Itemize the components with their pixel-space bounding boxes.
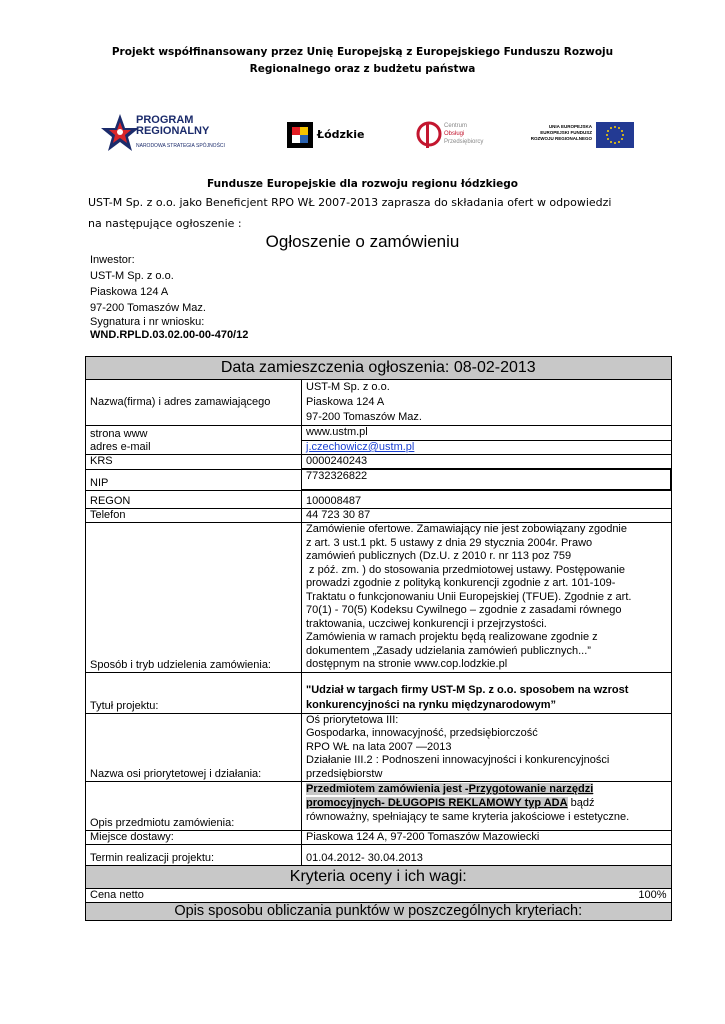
investor-name: UST-M Sp. z o.o.	[90, 270, 174, 282]
contact-value	[302, 426, 672, 455]
mode-label: Sposób i tryb udzielenia zamówienia:	[86, 523, 302, 673]
phone-row	[86, 509, 672, 523]
subject-value	[302, 782, 672, 831]
date-header: Data zamieszczenia ogłoszenia: 08-02-2013	[86, 357, 672, 380]
name-value	[302, 380, 672, 426]
mode-line: Zamówienia w ramach projektu będą realizowane zgodnie z	[306, 631, 598, 643]
mode-line: Zamówienie ofertowe. Zamawiający nie jest zobowiązany zgodnie	[306, 523, 627, 535]
investor-label: Inwestor:	[90, 254, 135, 266]
axis-line: Działanie III.2 : Podnoszeni innowacyjności i konkurencyjności	[306, 754, 610, 766]
project-line-2: konkurencyjności na rynku międzynarodowym”	[306, 698, 557, 711]
signature-value: WND.RPLD.03.02.00-00-470/12	[90, 329, 249, 341]
krs-row	[86, 455, 672, 470]
price-row	[86, 889, 672, 903]
www-label: strona www	[90, 428, 148, 440]
axis-line: przedsiębiorstw	[306, 767, 383, 780]
axis-line: RPO WŁ na lata 2007 —2013	[306, 740, 452, 753]
header-line-2: Regionalnego oraz z budżetu państwa	[249, 63, 476, 75]
axis-label: Nazwa osi priorytetowej i działania:	[86, 713, 302, 782]
mode-line: zamówień publicznych (Dz.U. z 2010 r. nr 113 poz 759	[306, 550, 572, 562]
lodzkie-text: Łódzkie	[317, 128, 365, 141]
subject-part-1: Przedmiotem zamówienia jest -	[306, 783, 469, 795]
name-value-3: 97-200 Tomaszów Maz.	[306, 411, 422, 423]
nip-label: NIP	[86, 469, 302, 490]
price-label: Cena netto	[90, 889, 144, 901]
cop-icon	[416, 120, 442, 152]
www-value: www.ustm.pl	[302, 426, 671, 441]
term-value: 01.04.2012- 30.04.2013	[302, 845, 672, 866]
points-header: Opis sposobu obliczania punktów w poszczególnych kryteriach:	[86, 903, 672, 921]
phone-value: 44 723 30 87	[302, 509, 672, 523]
axis-line: Oś priorytetowa III:	[306, 713, 399, 726]
mode-line: 70(1) - 70(5) Kodeksu Cywilnego – zgodnie z zasadami równego	[306, 604, 622, 616]
subject-part-4: bądź	[567, 797, 595, 809]
cop-logo	[416, 120, 496, 156]
cofinancing-header	[0, 44, 725, 78]
eu-line-3: ROZWOJU REGIONALNEGO	[530, 136, 592, 141]
cop-line-2: Obsługi	[444, 131, 465, 137]
eu-line-2: EUROPEJSKI FUNDUSZ	[540, 130, 592, 135]
program-regionalny-logo	[100, 112, 250, 156]
regon-value: 100008487	[302, 490, 672, 509]
mode-line: z art. 3 ust.1 pkt. 5 ustawy z dnia 29 stycznia 2004r. Prawo	[306, 536, 593, 549]
logo-bar	[0, 108, 725, 158]
name-label: Nazwa(firma) i adres zamawiającego	[86, 380, 302, 426]
name-value-2: Piaskowa 124 A	[306, 396, 385, 408]
subject-line-3: równoważny, spełniający te same kryteria jakościowe i estetyczne.	[306, 811, 630, 823]
email-label: adres e-mail	[90, 441, 151, 453]
intro-text	[88, 192, 648, 234]
mode-line: traktowania, uczciwej konkurencji i przejrzystości.	[306, 617, 547, 630]
mode-value	[302, 523, 672, 673]
project-row	[86, 672, 672, 713]
program-text: PROGRAM	[136, 114, 194, 126]
regionalny-text: REGIONALNY	[136, 125, 210, 137]
lodzkie-icon	[287, 122, 313, 148]
intro-line-2: na następujące ogłoszenie :	[88, 217, 242, 230]
phone-label: Telefon	[86, 509, 302, 523]
mode-row	[86, 523, 672, 673]
eu-logo	[530, 122, 640, 150]
date-row	[86, 357, 672, 380]
cop-line-1: Centrum	[444, 123, 468, 129]
eu-flag-icon	[596, 122, 634, 148]
price-cell	[86, 889, 672, 903]
mode-line: dostępnym na stronie www.cop.lodzkie.pl	[306, 658, 508, 670]
nss-text: NARODOWA STRATEGIA SPÓJNOŚCI	[136, 143, 225, 149]
header-line-1: Projekt współfinansowany przez Unię Europejską z Europejskiego Funduszu Rozwoju	[111, 46, 614, 58]
project-line-1: "Udział w targach firmy UST-M Sp. z o.o. sposobem na wzrost	[306, 683, 629, 696]
delivery-label: Miejsce dostawy:	[86, 831, 302, 845]
krs-label: KRS	[86, 455, 302, 470]
price-value: 100%	[638, 889, 667, 901]
project-label: Tytuł projektu:	[86, 672, 302, 713]
contact-label	[86, 426, 302, 455]
subject-part-3: promocyjnych- DŁUGOPIS REKLAMOWY typ ADA	[306, 797, 568, 809]
notice-table	[85, 356, 672, 921]
axis-value	[302, 713, 672, 782]
fund-title: Fundusze Europejskie dla rozwoju regionu łódzkiego	[206, 178, 519, 190]
contact-row	[86, 426, 672, 455]
term-row	[86, 845, 672, 866]
delivery-value: Piaskowa 124 A, 97-200 Tomaszów Mazowiecki	[302, 831, 672, 845]
delivery-row	[86, 831, 672, 845]
investor-block	[90, 252, 248, 342]
investor-street: Piaskowa 124 A	[90, 286, 169, 298]
name-value-1: UST-M Sp. z o.o.	[306, 381, 390, 393]
signature-label: Sygnatura i nr wniosku:	[90, 316, 205, 328]
cop-line-3: Przedsiębiorcy	[444, 139, 484, 145]
regon-row	[86, 490, 672, 509]
term-label: Termin realizacji projektu:	[86, 845, 302, 866]
project-value	[302, 672, 672, 713]
page-title: Ogłoszenie o zamówieniu	[265, 232, 460, 251]
krs-value: 0000240243	[302, 455, 672, 470]
subject-label: Opis przedmiotu zamówienia:	[86, 782, 302, 831]
mode-line: prowadzi zgodnie z polityką konkurencji zgodnie z art. 101-109-	[306, 577, 616, 589]
subject-row	[86, 782, 672, 831]
subject-part-2: Przygotowanie narzędzi	[468, 783, 594, 795]
lodzkie-logo	[287, 120, 367, 150]
nip-value: 7732326822	[302, 469, 672, 490]
nip-row	[86, 469, 672, 490]
mode-line: z póź. zm. ) do stosowania przedmiotowej ustawy. Postępowanie	[306, 563, 625, 576]
investor-city: 97-200 Tomaszów Maz.	[90, 302, 206, 314]
points-row	[86, 903, 672, 921]
mode-line: dokumentem „Zasady udzielania zamówień publicznych...”	[306, 644, 591, 657]
mode-line: Traktatu o funkcjonowaniu Unii Europejskiej (TFUE). Zgodnie z art.	[306, 590, 632, 603]
regon-label: REGON	[86, 490, 302, 509]
criteria-header: Kryteria oceny i ich wagi:	[86, 866, 672, 889]
eu-line-1: UNIA EUROPEJSKA	[548, 124, 592, 129]
axis-line: Gospodarka, innowacyjność, przedsiębiorczość	[306, 727, 538, 739]
email-link[interactable]: j.czechowicz@ustm.pl	[306, 441, 415, 453]
axis-row	[86, 713, 672, 782]
intro-line-1: UST-M Sp. z o.o. jako Beneficjent RPO WŁ 2007-2013 zaprasza do składania ofert w odpowiedzi	[88, 196, 612, 209]
star-icon	[100, 112, 140, 152]
name-row	[86, 380, 672, 426]
criteria-row	[86, 866, 672, 889]
